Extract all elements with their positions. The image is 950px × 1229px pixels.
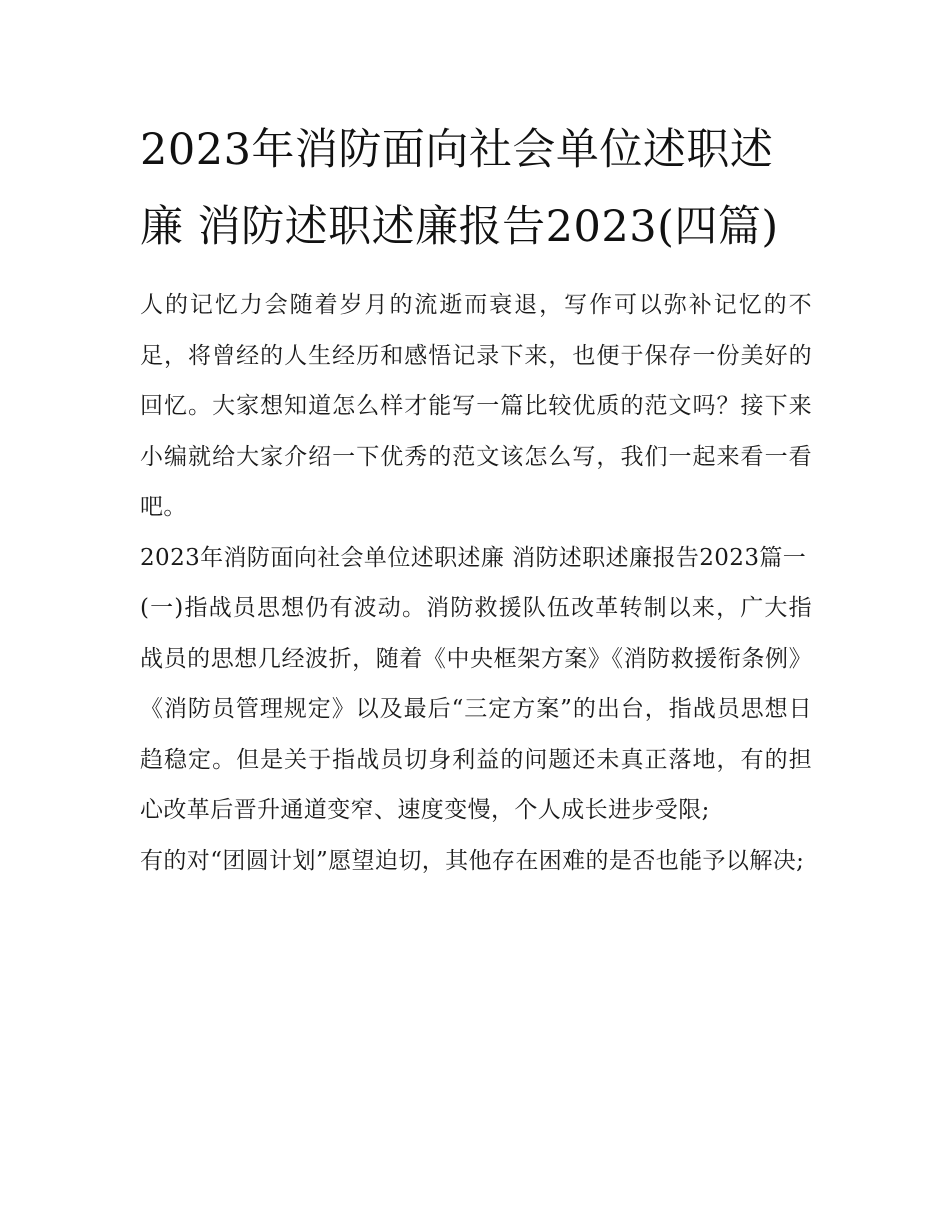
intro-paragraph: 人的记忆力会随着岁月的流逝而衰退，写作可以弥补记忆的不足，将曾经的人生经历和感悟记录下来，也便于保存一份美好的回忆。大家想知道怎么样才能写一篇比较优质的范文吗？接下来小编就给大家介绍一下优秀的范文该怎么写，我们一起来看一看吧。 [140,292,812,520]
section-heading: 2023年消防面向社会单位述职述廉 消防述职述廉报告2023篇一 [140,544,807,571]
body-paragraph-1: (一)指战员思想仍有波动。消防救援队伍改革转制以来，广大指战员的思想几经波折，随着《中央框架方案》《消防救援衔条例》《消防员管理规定》以及最后“三定方案”的出台，指战员思想日趋稳定。但是关于指战员切身利益的问题还未真正落地，有的担心改革后晋升通道变窄、速度变慢，个人成长进步受限; [140,595,812,823]
body-paragraph-2: 有的对“团圆计划”愿望迫切，其他存在困难的是否也能予以解决; [140,847,805,874]
document-title: 2023年消防面向社会单位述职述廉 消防述职述廉报告2023(四篇) [140,125,779,252]
document-page [140,112,812,886]
